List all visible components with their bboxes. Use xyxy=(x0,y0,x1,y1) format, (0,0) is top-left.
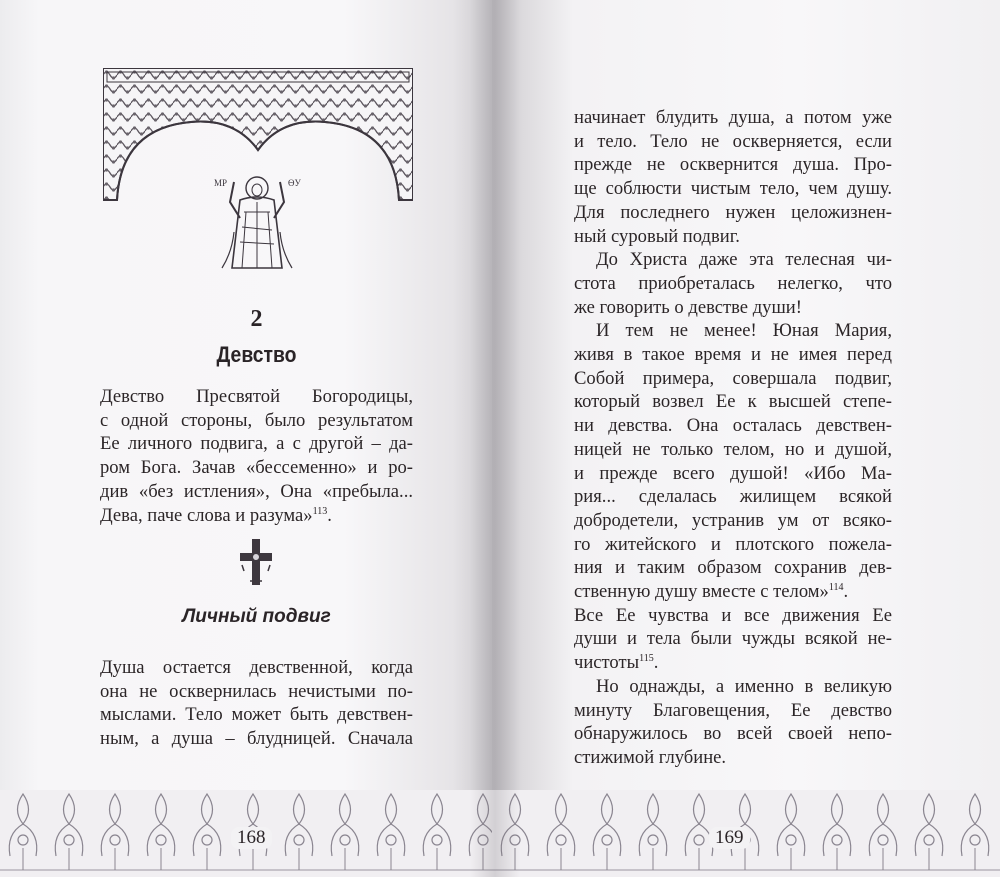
text-line: она не осквернилась нечистыми по- xyxy=(100,680,413,702)
text-line: стота приобреталась нелегко, что xyxy=(574,272,892,294)
page-number-left: 168 xyxy=(231,827,272,849)
text-line: чистоты xyxy=(574,652,640,674)
text-line: начинает блудить душа, а потом уже xyxy=(574,107,892,128)
text-line: и тело. Тело не оскверняется, если xyxy=(574,130,892,152)
text-line: минуту Благовещения, Ее девство xyxy=(574,699,892,721)
left-paragraph-2 xyxy=(100,656,413,751)
footnote-ref: 115 xyxy=(639,653,654,665)
text-line: который возвел Ее к высшей степе- xyxy=(574,391,892,413)
theotokos-orans-icon xyxy=(192,172,322,272)
left-paragraph-1 xyxy=(100,385,413,527)
page-number-right: 169 xyxy=(709,827,750,849)
text-line: ще соблюсти чистым тело, чем душу. xyxy=(574,178,892,200)
text-line: живя в такое время и не имея перед xyxy=(574,344,892,366)
text-line: же говорить о девстве души! xyxy=(574,296,802,318)
text-line-with-footnote: ственную душу вместе с телом»$^{114}$. xyxy=(574,581,849,603)
text-line: и прежде всего душой! «Ибо Ма- xyxy=(574,462,892,484)
text-line: стижимой глубине. xyxy=(574,746,727,768)
text-line: ственную душу вместе с телом» xyxy=(574,581,829,603)
text-line: До Христа даже эта телесная чи- xyxy=(596,249,892,271)
text-line: рия... сделалась жилищем всякой xyxy=(574,486,892,508)
text-line: Дева, паче слова и разума» xyxy=(100,504,313,526)
text-line: обнаружилось во всей своей непо- xyxy=(574,723,892,745)
text-line: Собой примера, совершала подвиг, xyxy=(574,367,892,389)
text-line: Девство Пресвятой Богородицы, xyxy=(100,386,413,407)
icon-label-right: ѲУ xyxy=(288,178,301,188)
text-line: ния и таким образом сохранив дев- xyxy=(574,557,892,579)
text-line-with-footnote: чистоты$^{115}$. xyxy=(574,652,659,674)
footnote-ref: 113 xyxy=(312,505,328,517)
text-line: ром Бога. Зачав «бессеменно» и ро- xyxy=(100,457,413,479)
right-page xyxy=(492,0,1000,877)
text-line: Для последнего нужен целожизнен- xyxy=(574,201,892,223)
text-line: ным, а душа – блудницей. Сначала xyxy=(100,728,413,750)
text-line: И тем не менее! Юная Мария, xyxy=(596,320,892,342)
chapter-number: 2 xyxy=(250,306,263,332)
text-line: с одной стороны, было результатом xyxy=(100,409,413,431)
right-text xyxy=(574,106,892,770)
chapter-title: Девство xyxy=(216,342,297,367)
text-line: ни девства. Она осталась девствен- xyxy=(574,415,892,437)
text-line: Но однажды, а именно в великую xyxy=(596,675,892,697)
text-line: прежде не осквернится душа. Про- xyxy=(574,154,892,176)
text-line: ницей не только телом, но и душой, xyxy=(574,438,892,460)
text-line: Душа остается девственной, когда xyxy=(100,657,413,678)
text-line: Все Ее чувства и все движения Ее xyxy=(574,604,892,626)
text-line: див «без истления», Она «пребыла... xyxy=(100,480,413,502)
text-line-with-footnote: Дева, паче слова и разума»$^{113}$. xyxy=(100,504,332,526)
text-line: добродетели, устранив ум от всяко- xyxy=(574,509,892,531)
footnote-ref: 114 xyxy=(828,582,844,594)
text-line: Ее личного подвига, а с другой – да- xyxy=(100,433,413,455)
text-line: мыслами. Тело может быть девствен- xyxy=(100,704,413,726)
left-page xyxy=(0,0,492,877)
text-line: ный суровый подвиг. xyxy=(574,225,740,247)
icon-label-left: МР xyxy=(214,178,228,188)
text-line: души и тела были чужды всякой не- xyxy=(574,628,892,650)
orthodox-cross-icon xyxy=(236,537,276,587)
section-subheading: Личный подвиг xyxy=(182,606,331,627)
text-line: го житейского и плотского пожела- xyxy=(574,533,892,555)
